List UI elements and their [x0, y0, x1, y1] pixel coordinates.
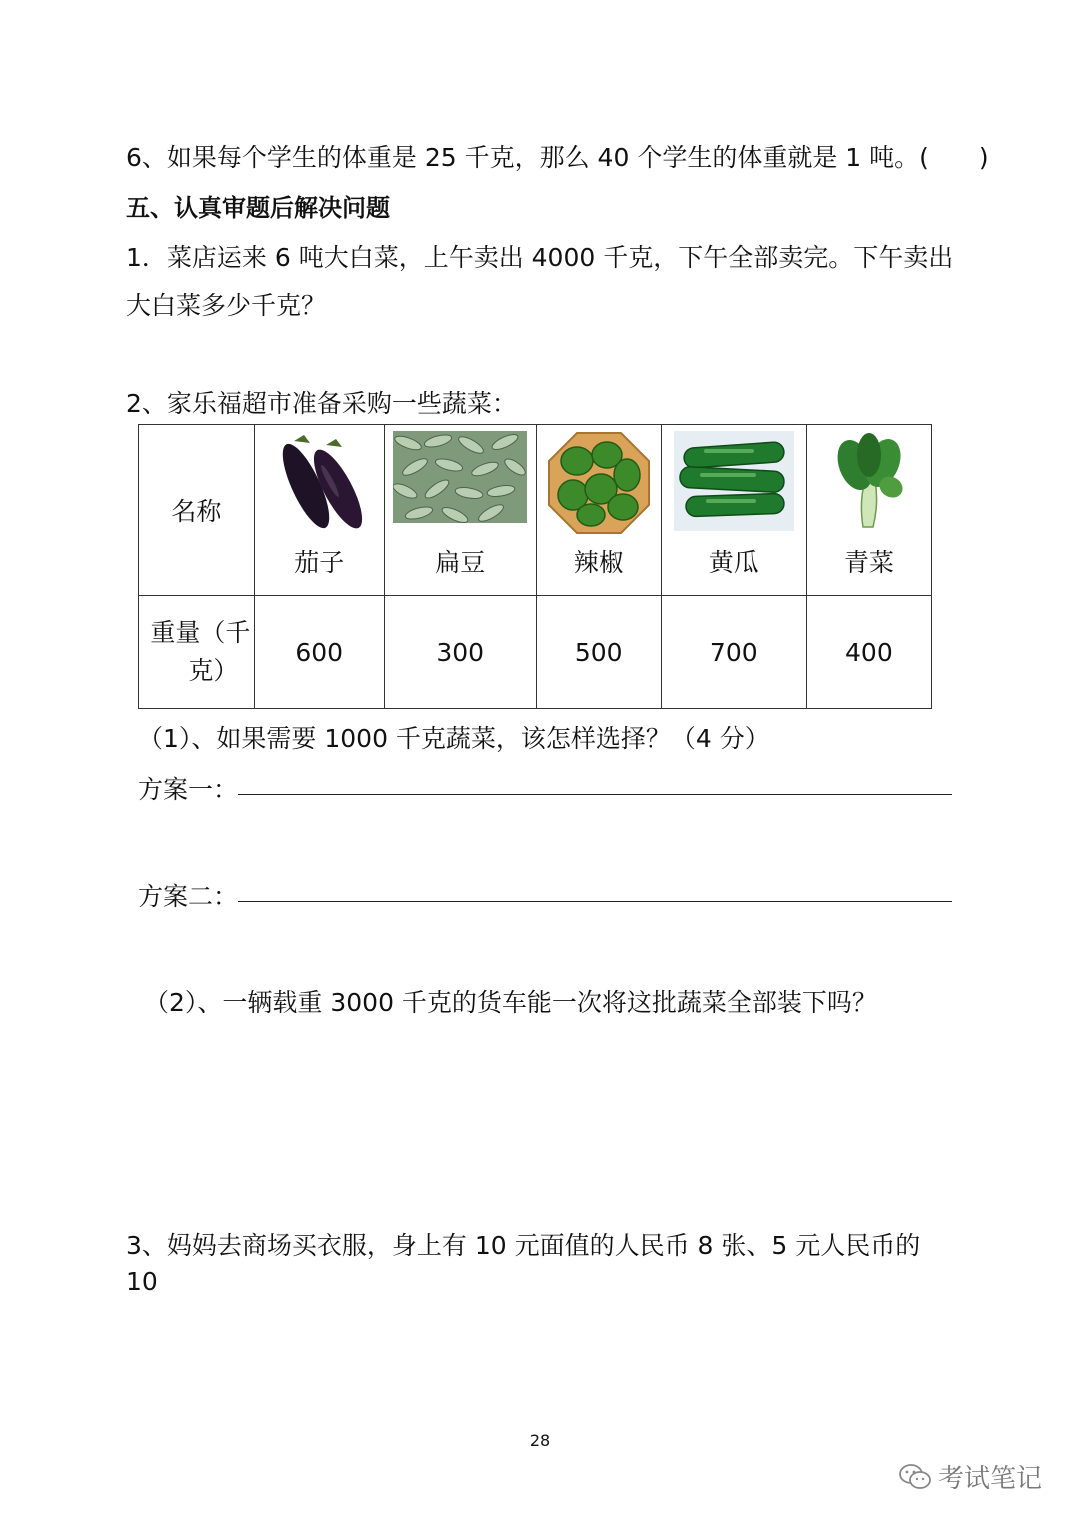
name-header-cell — [139, 425, 255, 596]
plan-1-answer-line[interactable] — [238, 794, 952, 795]
sub-question-2: （2）、一辆载重 3000 千克的货车能一次将这批蔬菜全部装下吗？ — [144, 988, 877, 1017]
pepper-cell — [536, 425, 661, 596]
weight-value: 400 — [806, 596, 931, 709]
wechat-icon — [898, 1463, 932, 1491]
section-title: 五、认真审题后解决问题 — [126, 194, 390, 222]
name-header: 名称 — [171, 497, 222, 526]
page-number: 28 — [529, 1431, 551, 1450]
cucumber-cell — [661, 425, 806, 596]
vegetable-table — [138, 424, 932, 709]
vegetable-name: 辣椒 — [573, 548, 624, 577]
vegetable-name: 青菜 — [843, 548, 894, 577]
flat-bean-image — [393, 431, 527, 523]
weight-header-line-1: 重量（千 — [150, 618, 251, 647]
weight-value: 600 — [254, 596, 384, 709]
bok-choy-image — [829, 431, 909, 531]
weight-header-cell — [139, 596, 255, 709]
weight-header-line-2: 克） — [188, 656, 239, 685]
problem-2-intro: 2、家乐福超市准备采购一些蔬菜： — [126, 389, 517, 418]
plan-2-label: 方案二： — [138, 882, 239, 911]
plan-1-label: 方案一： — [138, 775, 239, 804]
table-row — [139, 425, 932, 596]
question-6: 6、如果每个学生的体重是 25 千克，那么 40 个学生的体重就是 1 吨。( ) — [126, 143, 989, 172]
weight-value: 500 — [536, 596, 661, 709]
watermark — [898, 1458, 1042, 1495]
eggplant-image — [264, 431, 374, 536]
problem-1-line-1: 1．菜店运来 6 吨大白菜，上午卖出 4000 千克，下午全部卖完。下午卖出 — [126, 243, 954, 272]
table-row — [139, 596, 932, 709]
pepper-image — [547, 431, 651, 535]
vegetable-name: 茄子 — [294, 548, 345, 577]
sub-question-1: （1）、如果需要 1000 千克蔬菜，该怎样选择？（4 分） — [138, 724, 770, 753]
weight-value: 700 — [661, 596, 806, 709]
vegetable-name: 扁豆 — [435, 548, 486, 577]
weight-value: 300 — [384, 596, 536, 709]
problem-3-line-2: 10 — [126, 1267, 158, 1296]
greens-cell — [806, 425, 931, 596]
cucumber-image — [674, 431, 794, 531]
eggplant-cell — [254, 425, 384, 596]
watermark-text: 考试笔记 — [938, 1464, 1043, 1494]
problem-3-line-1: 3、妈妈去商场买衣服，身上有 10 元面值的人民币 8 张、5 元人民币的 — [126, 1231, 921, 1260]
problem-1-line-2: 大白菜多少千克？ — [126, 291, 327, 320]
vegetable-name: 黄瓜 — [708, 548, 759, 577]
bean-cell — [384, 425, 536, 596]
plan-2-answer-line[interactable] — [238, 901, 952, 902]
